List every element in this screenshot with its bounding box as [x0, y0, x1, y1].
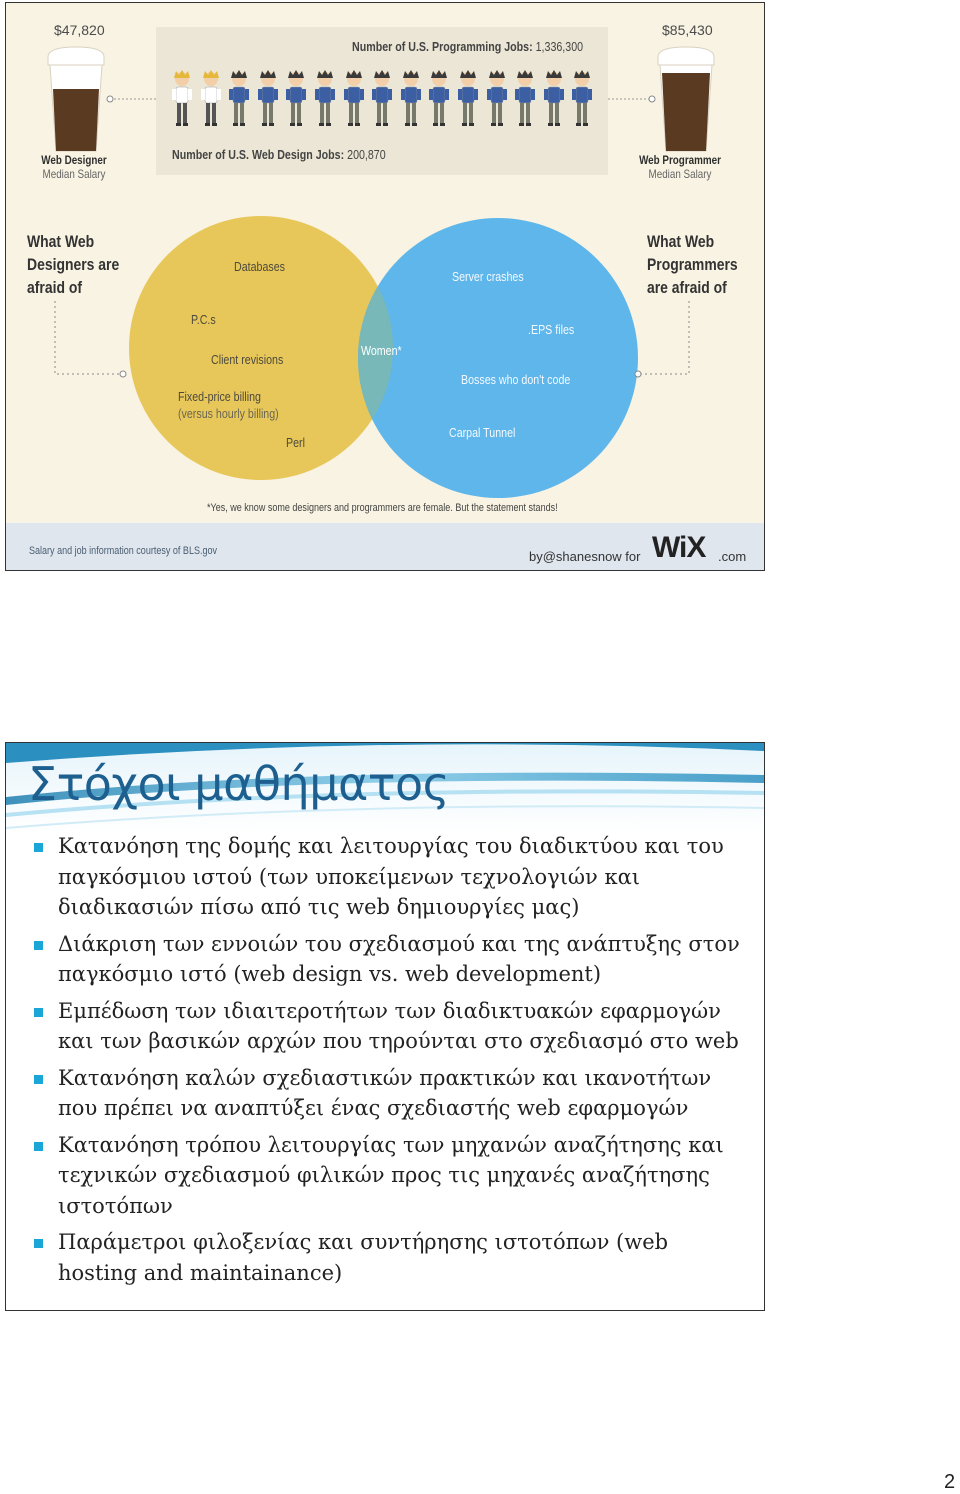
wix-logo-suffix: .com — [718, 549, 747, 564]
designer-median-label: Median Salary — [42, 167, 106, 181]
designer-fears-circle — [129, 216, 393, 480]
wix-logo: WiX — [652, 531, 706, 564]
fear-women: Women* — [361, 343, 402, 358]
infographic-slide — [5, 2, 765, 571]
web-design-jobs-value: 200,870 — [347, 147, 386, 162]
infographic-footer — [6, 523, 764, 570]
fear-carpal-tunnel: Carpal Tunnel — [449, 425, 516, 440]
goal-item: Παράμετροι φιλοξενίας και συντήρησης ιστοτόπων (web hosting and maintainance) — [32, 1227, 752, 1288]
fear-fixed-price-billing: Fixed-price billing — [178, 389, 261, 404]
slide-title: Στόχοι μαθήματος — [28, 757, 450, 811]
byline: by@shanesnow for — [529, 549, 641, 564]
fear-client-revisions: Client revisions — [211, 352, 284, 367]
fear-bosses: Bosses who don't code — [461, 372, 571, 387]
programmer-median-label: Median Salary — [648, 167, 712, 181]
designer-salary: $47,820 — [54, 22, 105, 38]
programming-jobs-title: Number of U.S. Programming Jobs: 1,336,300 — [352, 39, 584, 54]
designer-label: Web Designer — [41, 153, 107, 167]
designers-afraid-heading: What Web Designers are afraid of — [27, 232, 120, 297]
goal-item: Κατανόηση της δομής και λειτουργίας του διαδικτύου και του παγκόσμιου ιστού (των υποκείμενων τεχνολογιών και διαδικασιών πίσω από τις web δημιουργίες μας) — [32, 831, 752, 923]
programmers-afraid-heading: What Web Programmers are afraid of — [647, 232, 738, 297]
fear-eps-files: .EPS files — [528, 322, 575, 337]
goal-item: Κατανόηση τρόπου λειτουργίας των μηχανών αναζήτησης και τεχνικών σχεδιασμού φιλικών προς τις μηχανές αναζήτησης ιστοτόπων — [32, 1130, 752, 1222]
footnote: *Yes, we know some designers and programmers are female. But the statement stands! — [207, 502, 558, 514]
programmer-label: Web Programmer — [639, 153, 721, 167]
fear-fixed-price-note: (versus hourly billing) — [178, 406, 279, 421]
fear-pcs: P.C.s — [191, 312, 216, 327]
goal-item: Εμπέδωση των ιδιαιτεροτήτων των διαδικτυακών εφαρμογών και των βασικών αρχών που τηρούνται στο σχεδιασμό στο web — [32, 996, 752, 1057]
programmer-fears-circle — [358, 218, 638, 498]
goal-item: Κατανόηση καλών σχεδιαστικών πρακτικών και ικανοτήτων που πρέπει να αναπτύξει ένας σχεδιαστής web εφαρμογών — [32, 1063, 752, 1124]
page-number: 2 — [944, 1471, 956, 1493]
fear-server-crashes: Server crashes — [452, 269, 524, 284]
programming-jobs-value: 1,336,300 — [535, 39, 584, 54]
goals-list — [32, 831, 752, 1294]
course-goals-slide — [5, 742, 765, 1311]
fear-databases: Databases — [234, 259, 285, 274]
programmer-salary: $85,430 — [662, 22, 713, 38]
fear-perl: Perl — [286, 435, 305, 450]
credit-text: Salary and job information courtesy of BLS.gov — [29, 545, 218, 557]
web-design-jobs-title: Number of U.S. Web Design Jobs: 200,870 — [172, 147, 386, 162]
goal-item: Διάκριση των εννοιών του σχεδιασμού και της ανάπτυξης στον παγκόσμιο ιστό (web design vs. web development) — [32, 929, 752, 990]
